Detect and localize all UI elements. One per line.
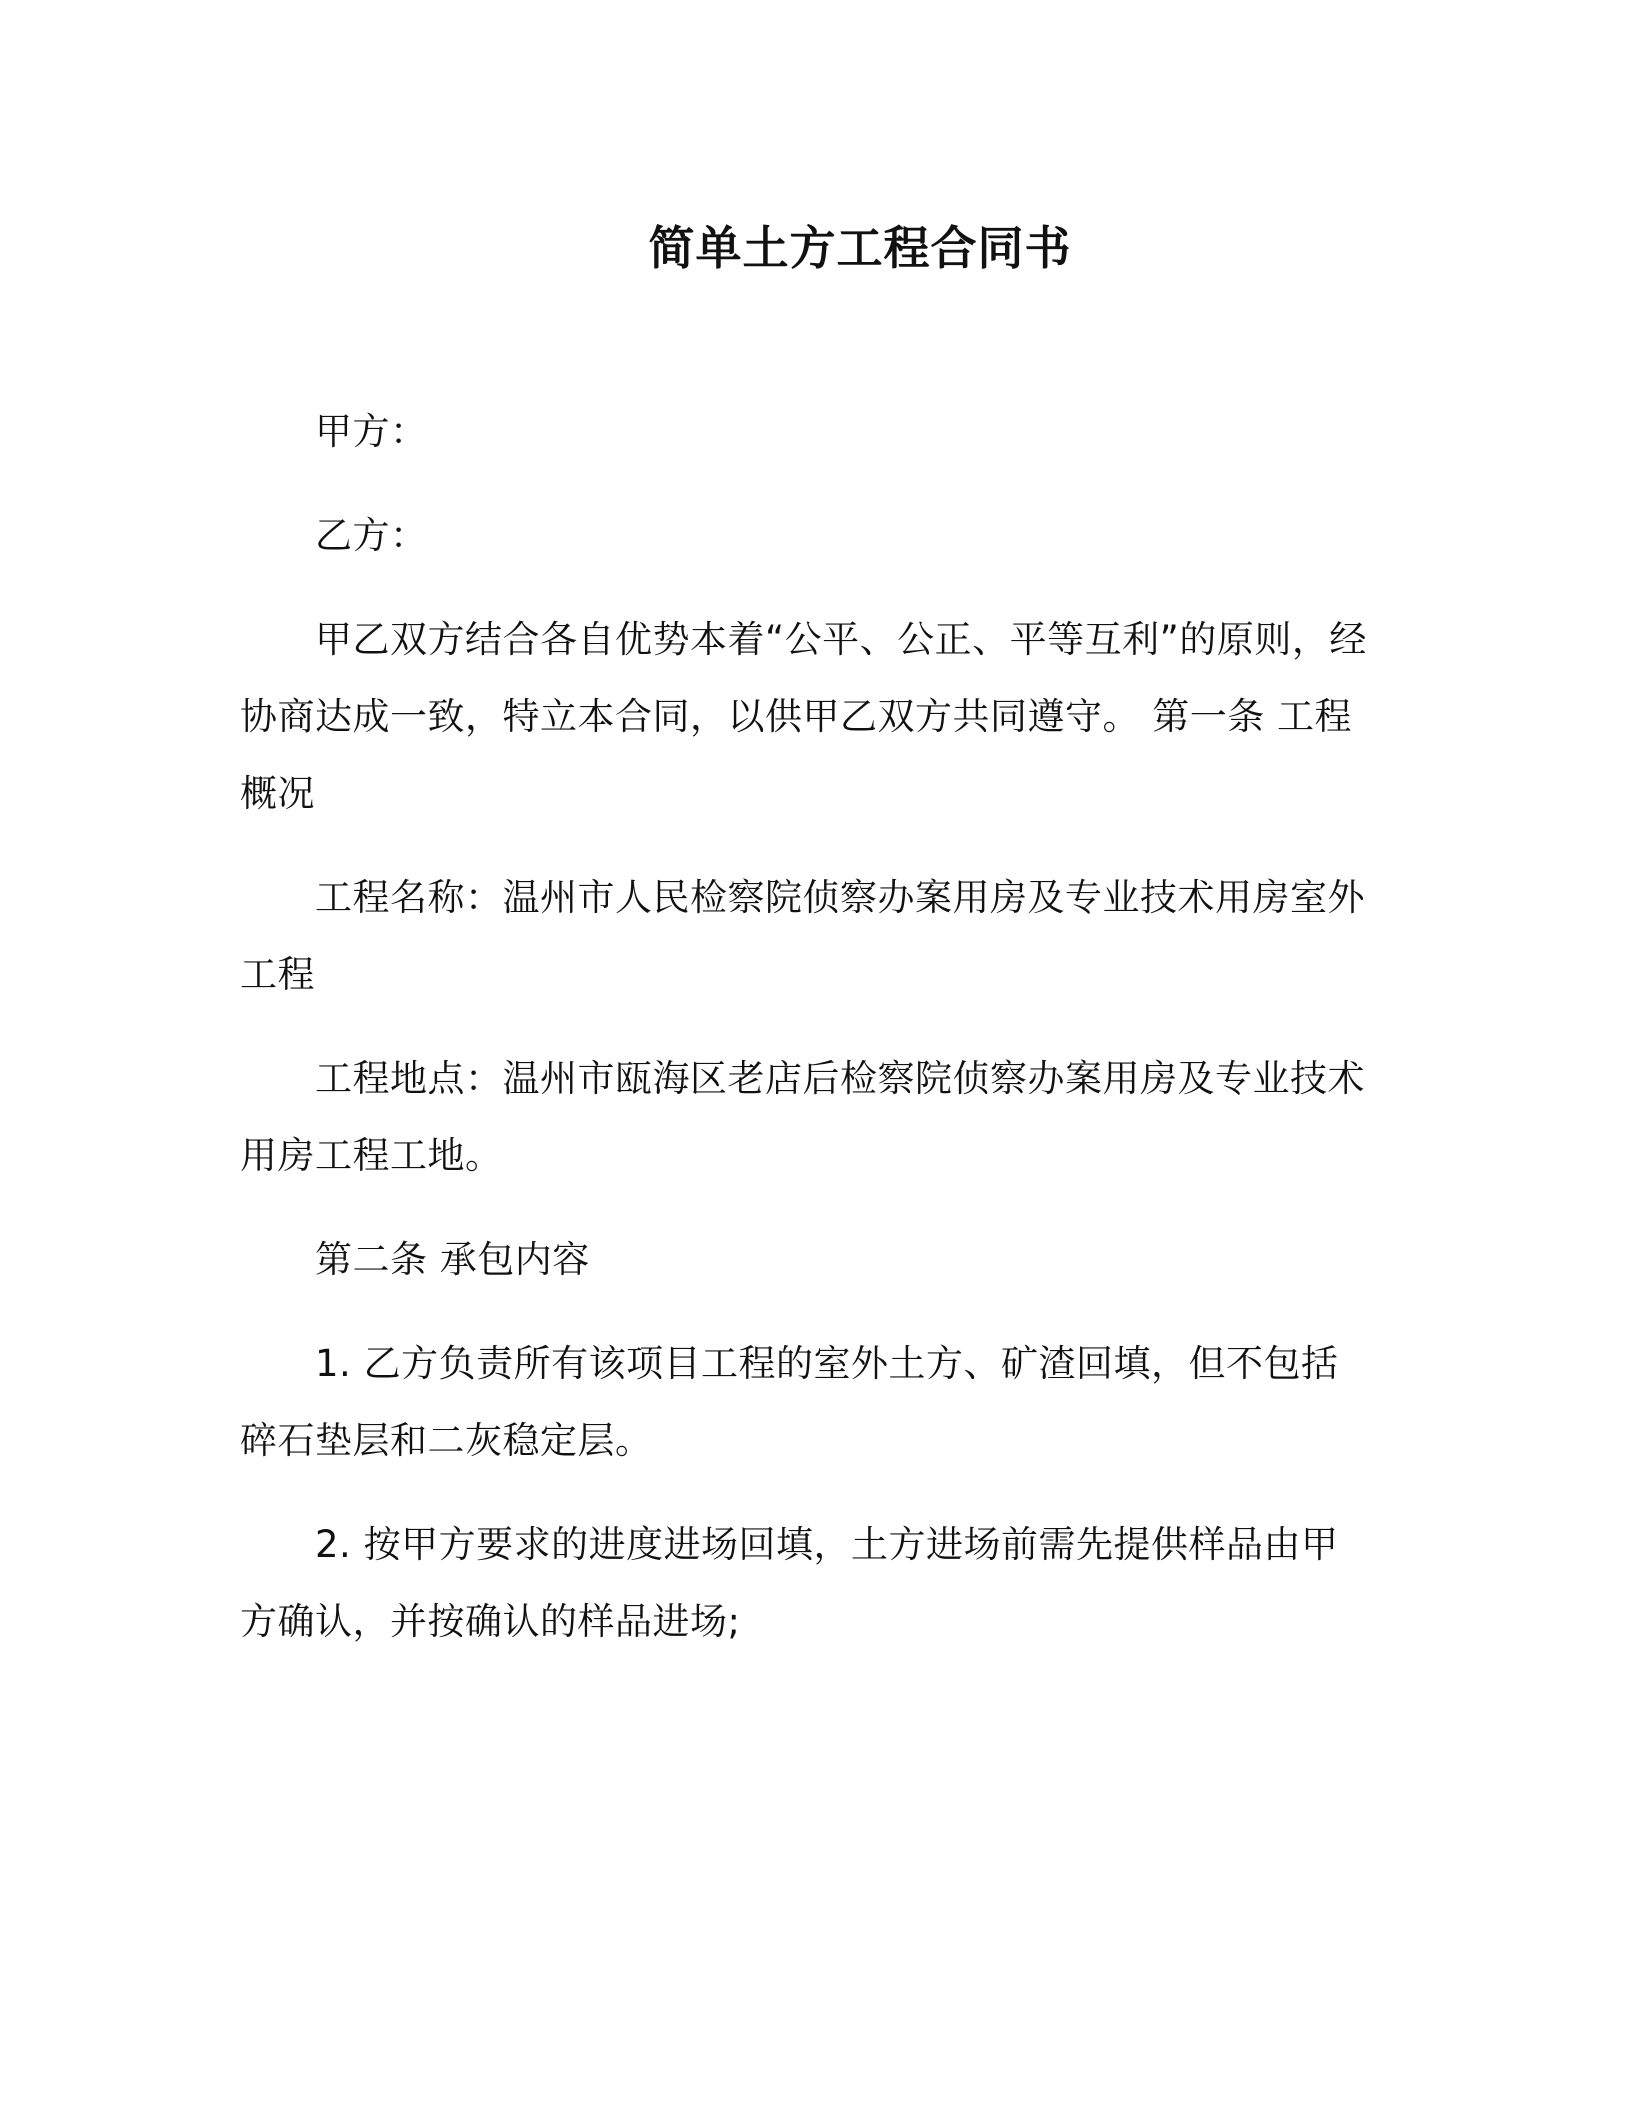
party-a-line: 甲方： — [315, 410, 428, 453]
project-name-paragraph: 工程名称：温州市人民检察院侦察办案用房及专业技术用房室外工程 — [240, 876, 1365, 996]
intro-paragraph: 甲乙双方结合各自优势本着“公平、公正、平等互利”的原则，经协商达成一致，特立本合同，以供甲乙双方共同遵守。 第一条 工程概况 — [240, 618, 1367, 815]
document-body — [240, 393, 1370, 1687]
scope-item-1: 1. 乙方负责所有该项目工程的室外土方、矿渣回填，但不包括碎石垫层和二灰稳定层。 — [240, 1342, 1339, 1462]
article-two-heading: 第二条 承包内容 — [315, 1238, 590, 1281]
document-title: 简单土方工程合同书 — [648, 221, 1072, 275]
scope-item-2: 2. 按甲方要求的进度进场回填，土方进场前需先提供样品由甲方确认，并按确认的样品进场; — [240, 1523, 1339, 1643]
project-location-paragraph: 工程地点：温州市瓯海区老店后检察院侦察办案用房及专业技术用房工程工地。 — [240, 1057, 1365, 1177]
party-b-line: 乙方： — [315, 514, 428, 557]
